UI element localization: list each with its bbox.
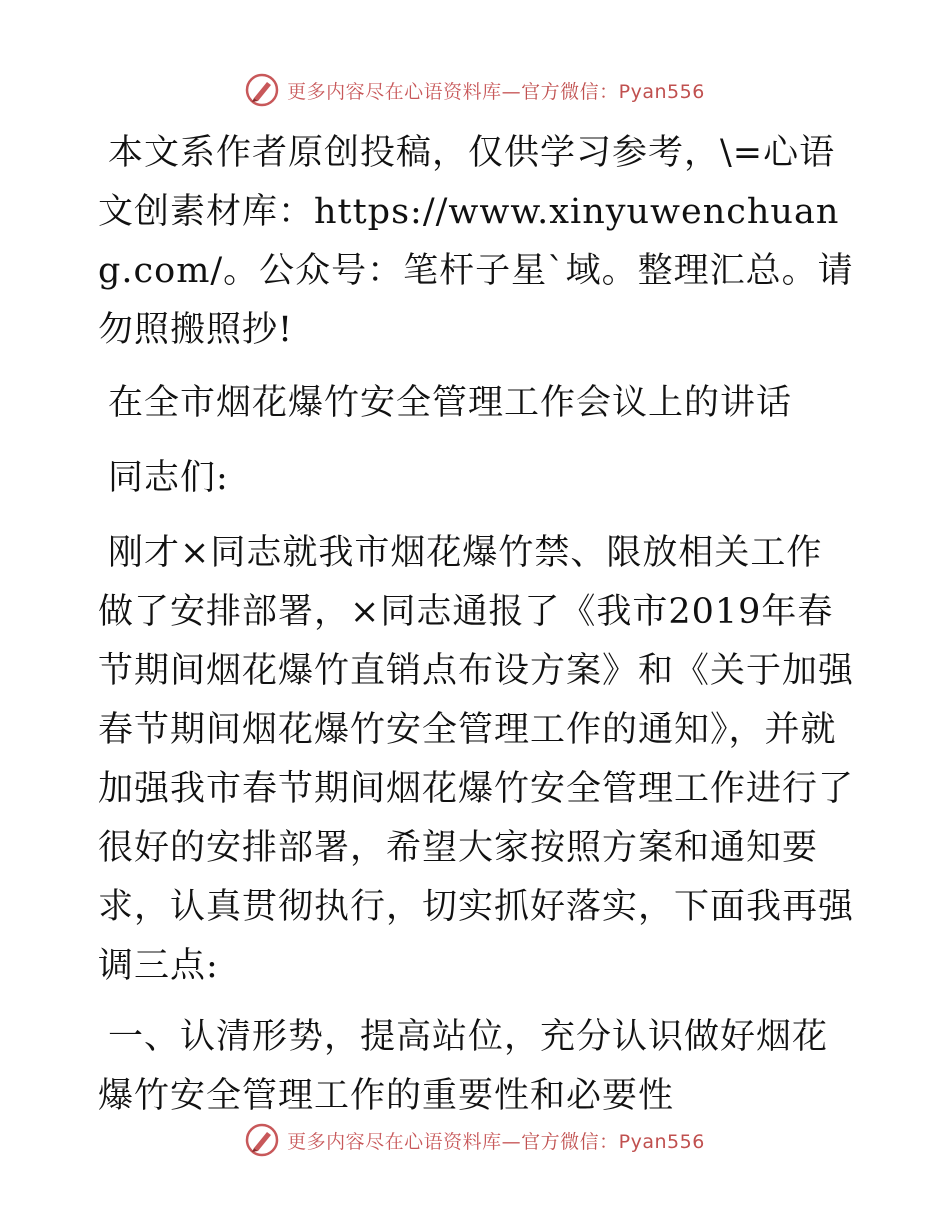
footer-banner <box>0 1120 950 1160</box>
banner-wechat: 官方微信：Pyan556 <box>521 1130 705 1153</box>
section-heading-1: 一、认清形势，提高站位，充分认识做好烟花爆竹安全管理工作的重要性和必要性 <box>98 1017 829 1116</box>
document-body <box>98 124 858 1126</box>
header-banner <box>0 70 950 110</box>
banner-slogan: 更多内容尽在心语资料库 <box>287 80 502 103</box>
pen-logo-icon <box>245 1123 279 1157</box>
banner-text <box>287 77 705 104</box>
intro-paragraph: 本文系作者原创投稿，仅供学习参考，\=心语文创素材库：https://www.xinyuwenchuang.com/。公众号：笔杆子星`域。整理汇总。请勿照搬照抄! <box>98 133 854 350</box>
greeting: 同志们: <box>108 458 229 498</box>
banner-wechat: 官方微信：Pyan556 <box>521 80 705 103</box>
banner-dash: — <box>501 1130 522 1153</box>
banner-dash: — <box>501 80 522 103</box>
body-paragraph: 刚才×同志就我市烟花爆竹禁、限放相关工作做了安排部署，×同志通报了《我市2019年春节期间烟花爆竹直销点布设方案》和《关于加强春节期间烟花爆竹安全管理工作的通知》，并就加强我市春节期间烟花爆竹安全管理工作进行了很好的安排部署，希望大家按照方案和通知要求，认真贯彻执行，切实抓好落实，下面我再强调三点: <box>98 533 855 986</box>
banner-text <box>287 1127 705 1154</box>
document-title: 在全市烟花爆竹安全管理工作会议上的讲话 <box>108 383 793 423</box>
banner-slogan: 更多内容尽在心语资料库 <box>287 1130 502 1153</box>
pen-logo-icon <box>245 73 279 107</box>
